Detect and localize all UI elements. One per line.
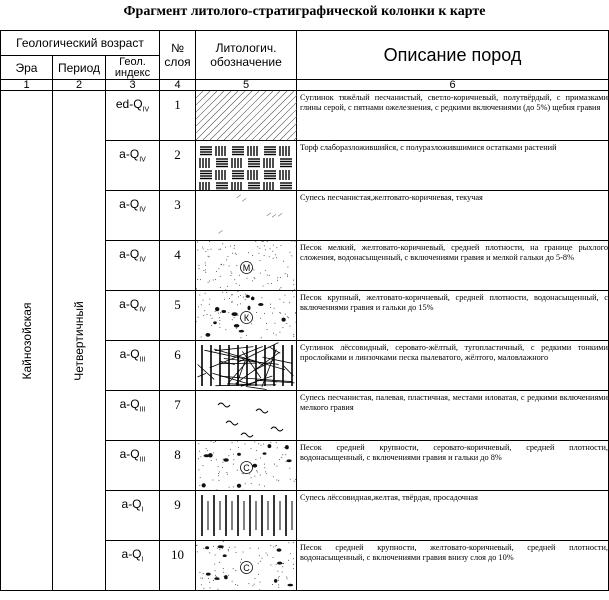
layer-description: Песок мелкий, желтовато-коричневый, средней плотности, на границе рыхлого сложения, водонасыщенный, с включениями гравия и мелкой гальки до 5-8% bbox=[297, 241, 609, 291]
layer-number: 2 bbox=[160, 141, 196, 191]
layer-description: Торф слаборазложившийся, с полуразложившимися остатками растений bbox=[297, 141, 609, 191]
layer-number: 3 bbox=[160, 191, 196, 241]
layer-number: 5 bbox=[160, 291, 196, 341]
pattern-letter: С bbox=[243, 463, 250, 473]
geo-index bbox=[106, 91, 160, 141]
era-value: Кайнозойская bbox=[19, 302, 34, 379]
col-number: 4 bbox=[160, 80, 196, 91]
geo-index-sub: I bbox=[141, 506, 144, 514]
pattern-letter: К bbox=[243, 313, 250, 323]
geo-index-sub: IV bbox=[139, 256, 146, 264]
layer-number: 6 bbox=[160, 341, 196, 391]
lithology-pattern bbox=[196, 541, 297, 590]
header-desc: Описание пород bbox=[297, 31, 609, 80]
lithology-pattern bbox=[196, 491, 297, 540]
header-index: Геол. индекс bbox=[106, 56, 160, 80]
lithology-pattern bbox=[196, 291, 297, 340]
geo-index-sub: IV bbox=[139, 156, 146, 164]
era-cell bbox=[1, 91, 53, 591]
geo-index-sub: III bbox=[139, 456, 146, 464]
pattern-letter: М bbox=[242, 263, 251, 273]
col-number: 2 bbox=[53, 80, 106, 91]
layer-number: 10 bbox=[160, 541, 196, 591]
lithology-pattern bbox=[196, 441, 297, 490]
geo-index-sub: I bbox=[141, 556, 144, 564]
geo-index-base: a-Q bbox=[121, 497, 142, 511]
header-lith: Литологич. обозначение bbox=[196, 31, 297, 80]
layer-number: 8 bbox=[160, 441, 196, 491]
geo-index-sub: III bbox=[139, 406, 146, 414]
geo-index bbox=[106, 241, 160, 291]
lithology-cell bbox=[196, 491, 297, 541]
lithology-cell bbox=[196, 541, 297, 591]
layer-row bbox=[1, 91, 609, 141]
geo-index-base: a-Q bbox=[119, 297, 140, 311]
geo-index bbox=[106, 391, 160, 441]
layer-description: Супесь лёссовидная,желтая, твёрдая, просадочная bbox=[297, 491, 609, 541]
geo-index-sub: III bbox=[139, 356, 146, 364]
lithology-pattern bbox=[196, 141, 297, 190]
layer-description: Суглинок лёссовидный, серовато-жёлтый, тугопластичный, с редкими тонкими прослойками и линзочками песка пылеватого, жёлтого, маловлажного bbox=[297, 341, 609, 391]
strat-column-table bbox=[0, 30, 609, 591]
pattern-letter: С bbox=[243, 563, 250, 573]
layer-description: Песок средней крупности, желтовато-коричневый, средней плотности, водонасыщенный, с включениями гравия внизу слоя до 10% bbox=[297, 541, 609, 591]
geo-index bbox=[106, 341, 160, 391]
geo-index-base: a-Q bbox=[119, 397, 140, 411]
geo-index-base: a-Q bbox=[119, 447, 140, 461]
layer-description: Песок средней крупности, серовато-коричневый, средней плотности, водонасыщенный, с включениями гравия и гальки до 8% bbox=[297, 441, 609, 491]
geo-index bbox=[106, 541, 160, 591]
layer-description: Супесь песчанистая, палевая, пластичная, местами иловатая, с редкими включениями мелкого гравия bbox=[297, 391, 609, 441]
layer-description: Супесь песчанистая,желтовато-коричневая, текучая bbox=[297, 191, 609, 241]
geo-index-sub: IV bbox=[142, 106, 150, 114]
header-geo-age: Геологический возраст bbox=[1, 31, 160, 56]
geo-index bbox=[106, 491, 160, 541]
lithology-cell bbox=[196, 91, 297, 141]
col-number: 5 bbox=[196, 80, 297, 91]
period-cell bbox=[53, 91, 106, 591]
geo-index bbox=[106, 191, 160, 241]
header-period: Период bbox=[53, 56, 106, 80]
lithology-pattern bbox=[196, 391, 297, 440]
layer-description: Суглинок тяжёлый песчанистый, светло-коричневый, полутвёрдый, с примазками глины серой, с пятнами ожелезнения, с редкими включениями (до 5%) щебня гравия bbox=[297, 91, 609, 141]
lithology-pattern bbox=[196, 91, 297, 140]
col-number: 3 bbox=[106, 80, 160, 91]
geo-index bbox=[106, 441, 160, 491]
period-value: Четвертичный bbox=[72, 300, 86, 381]
geo-index-base: a-Q bbox=[121, 547, 142, 561]
lithology-cell bbox=[196, 441, 297, 491]
geo-index-base: a-Q bbox=[119, 197, 140, 211]
lithology-cell bbox=[196, 141, 297, 191]
lithology-cell bbox=[196, 191, 297, 241]
geo-index-base: a-Q bbox=[119, 347, 140, 361]
lithology-pattern bbox=[196, 341, 297, 390]
geo-index bbox=[106, 291, 160, 341]
layer-number: 4 bbox=[160, 241, 196, 291]
layer-description: Песок крупный, желтовато-коричневый, средней плотности, водонасыщенный, с включениями гравия и гальки до 15% bbox=[297, 291, 609, 341]
layer-number: 9 bbox=[160, 491, 196, 541]
page-title: Фрагмент литолого-стратиграфической колонки к карте bbox=[123, 4, 486, 19]
geo-index bbox=[106, 141, 160, 191]
geo-index-base: ed-Q bbox=[115, 97, 143, 111]
lithology-pattern bbox=[196, 241, 297, 290]
geo-index-base: a-Q bbox=[119, 147, 140, 161]
layer-number: 7 bbox=[160, 391, 196, 441]
lithology-cell bbox=[196, 391, 297, 441]
col-number: 1 bbox=[1, 80, 53, 91]
col-number: 6 bbox=[297, 80, 609, 91]
geo-index-sub: IV bbox=[139, 306, 146, 314]
header-layer-no: № слоя bbox=[160, 31, 196, 80]
lithology-cell bbox=[196, 241, 297, 291]
lithology-pattern bbox=[196, 191, 297, 240]
header-era: Эра bbox=[1, 56, 53, 80]
geo-index-base: a-Q bbox=[119, 247, 140, 261]
lithology-cell bbox=[196, 341, 297, 391]
layer-number: 1 bbox=[160, 91, 196, 141]
geo-index-sub: IV bbox=[139, 206, 146, 214]
lithology-cell bbox=[196, 291, 297, 341]
